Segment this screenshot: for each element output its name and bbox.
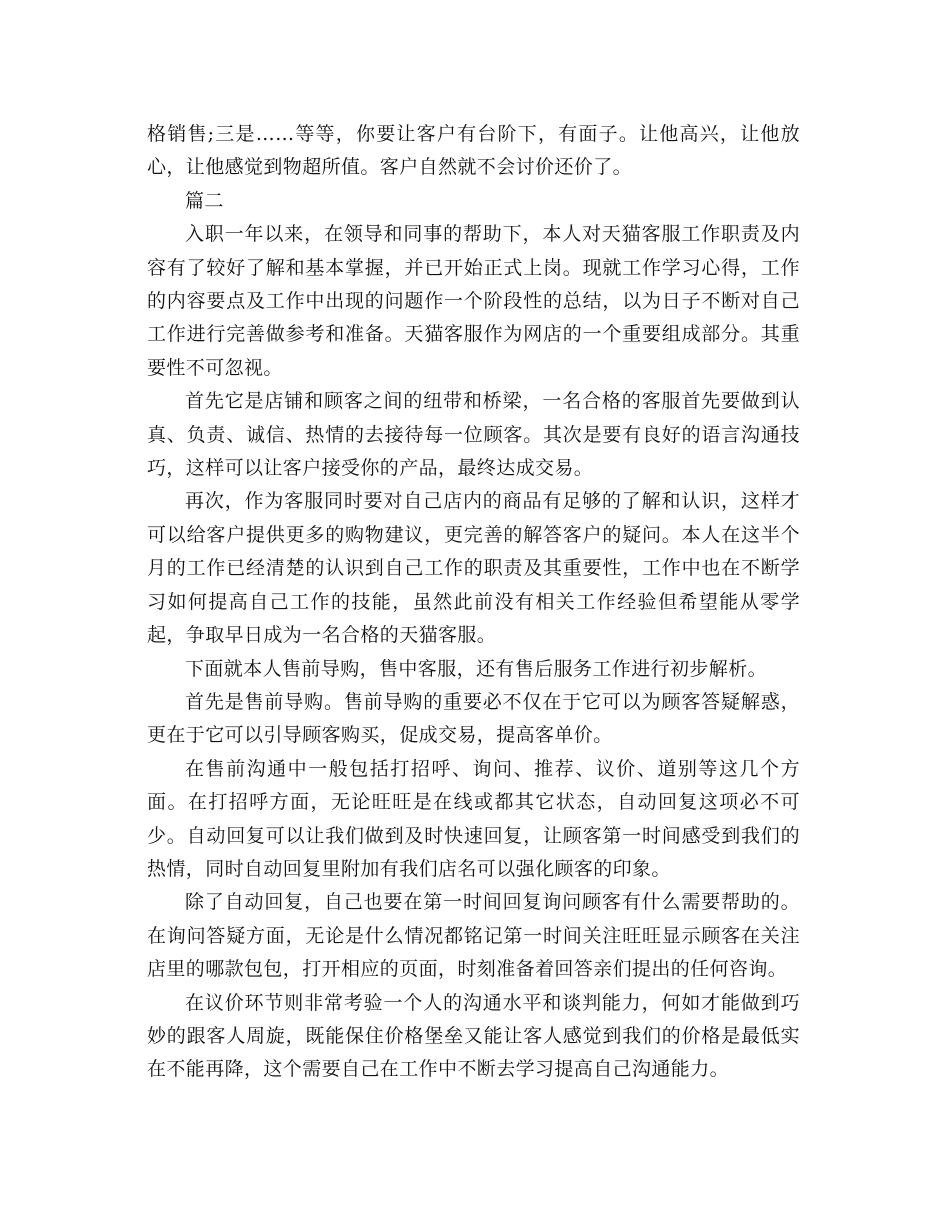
paragraph: 在议价环节则非常考验一个人的沟通水平和谈判能力，何如才能做到巧妙的跟客人周旋，既能保住价格堡垒又能让客人感觉到我们的价格是最低实在不能再降，这个需要自己在工作中不断去学习提高自己沟通能力。: [147, 991, 800, 1081]
section-heading: 篇二: [185, 189, 224, 212]
paragraph: 下面就本人售前导购，售中客服，还有售后服务工作进行初步解析。: [185, 657, 768, 680]
paragraph: 除了自动回复，自己也要在第一时间回复询问顾客有什么需要帮助的。在询问答疑方面，无论是什么情况都铭记第一时间关注旺旺显示顾客在关注店里的哪款包包，打开相应的页面，时刻准备着回答亲们提出的任何咨询。: [147, 891, 800, 981]
paragraph: 首先它是店铺和顾客之间的纽带和桥梁，一名合格的客服首先要做到认真、负责、诚信、热情的去接待每一位顾客。其次是要有良好的语言沟通技巧，这样可以让客户接受你的产品，最终达成交易。: [147, 390, 800, 480]
paragraph: 在售前沟通中一般包括打招呼、询问、推荐、议价、道别等这几个方面。在打招呼方面，无论旺旺是在线或都其它状态，自动回复这项必不可少。自动回复可以让我们做到及时快速回复，让顾客第一时间感受到我们的热情，同时自动回复里附加有我们店名可以强化顾客的印象。: [147, 757, 800, 880]
paragraph: 首先是售前导购。售前导购的重要必不仅在于它可以为顾客答疑解惑，更在于它可以引导顾客购买，促成交易，提高客单价。: [147, 690, 800, 747]
paragraph-continued: 格销售;三是……等等，你要让客户有台阶下，有面子。让他高兴，让他放心，让他感觉到物超所值。客户自然就不会讨价还价了。: [147, 123, 800, 179]
paragraph: 再次，作为客服同时要对自己店内的商品有足够的了解和认识，这样才可以给客户提供更多的购物建议，更完善的解答客户的疑问。本人在这半个月的工作已经清楚的认识到自己工作的职责及其重要性，工作中也在不断学习如何提高自己工作的技能，虽然此前没有相关工作经验但希望能从零学起，争取早日成为一名合格的天猫客服。: [147, 490, 800, 647]
paragraph: 入职一年以来，在领导和同事的帮助下，本人对天猫客服工作职责及内容有了较好了解和基本掌握，并已开始正式上岗。现就工作学习心得，工作的内容要点及工作中出现的问题作一个阶段性的总结，以为日子不断对自己工作进行完善做参考和准备。天猫客服作为网店的一个重要组成部分。其重要性不可忽视。: [147, 223, 800, 379]
